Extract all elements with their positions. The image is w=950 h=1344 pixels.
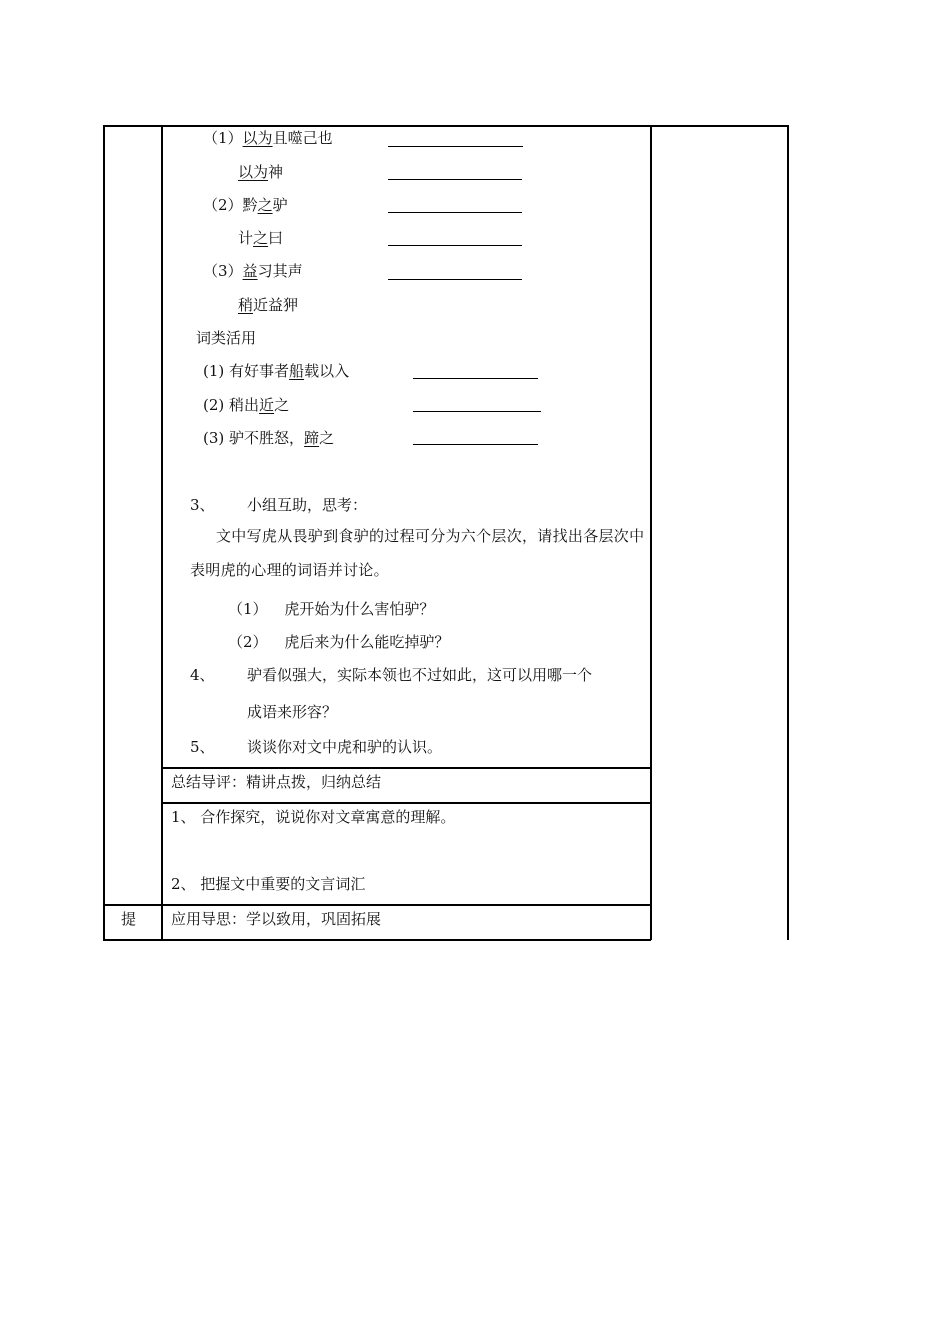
vocab-underlined: 以为 — [238, 163, 269, 181]
summary-row-bottom-border — [161, 802, 651, 804]
table-top-border — [103, 125, 789, 127]
vocab-pre: 计 — [238, 229, 254, 247]
sub-text: 虎开始为什么害怕驴？ — [284, 600, 435, 618]
vocab-item-6 — [238, 295, 298, 315]
word-class-pre: 驴不胜怒， — [229, 429, 305, 447]
word-class-underlined: 船 — [289, 362, 305, 380]
question-4-text-line1: 驴看似强大，实际本领也不过如此，这可以用哪一个 — [247, 666, 593, 684]
word-class-underlined: 蹄 — [304, 429, 320, 447]
word-class-pre: 有好事者 — [229, 362, 290, 380]
question-3-sub-1 — [228, 599, 434, 619]
table-right-border-upper — [787, 125, 789, 768]
vocab-item-4 — [238, 228, 283, 248]
vocab-rest: 近益狎 — [253, 296, 299, 314]
table-col-divider-2 — [650, 125, 652, 940]
sub-text: 虎后来为什么能吃掉驴？ — [284, 633, 450, 651]
vocab-num: （1） — [203, 129, 243, 147]
word-class-item-1 — [203, 361, 349, 381]
answer-blank[interactable] — [413, 411, 541, 412]
vocab-item-3 — [203, 195, 288, 215]
answer-blank[interactable] — [388, 212, 522, 213]
question-5-text: 谈谈你对文中虎和驴的认识。 — [247, 738, 443, 756]
vocab-item-2 — [238, 162, 283, 182]
sub-num: （2） — [228, 633, 268, 651]
table-right-border-lower — [787, 768, 789, 940]
answer-blank[interactable] — [413, 378, 538, 379]
answer-blank[interactable] — [388, 279, 522, 280]
vocab-underlined: 益 — [242, 262, 258, 280]
question-5-number: 5、 — [190, 738, 215, 756]
question-3-number: 3、 — [190, 496, 215, 514]
summary-row-top-border — [161, 767, 651, 769]
word-class-rest: 载以入 — [304, 362, 350, 380]
answer-blank[interactable] — [388, 245, 522, 246]
word-class-item-2 — [203, 395, 289, 415]
word-class-pre: 稍出 — [229, 396, 260, 414]
question-3-sub-2 — [228, 632, 449, 652]
vocab-underlined: 之 — [253, 229, 269, 247]
vocab-underlined: 之 — [257, 196, 273, 214]
application-row-top-border — [103, 904, 651, 906]
answer-blank[interactable] — [388, 179, 522, 180]
word-class-rest: 之 — [319, 429, 335, 447]
question-4-number: 4、 — [190, 666, 215, 684]
word-class-num: (1) — [203, 362, 225, 380]
answer-blank[interactable] — [388, 146, 523, 147]
table-bottom-border — [103, 939, 651, 941]
vocab-num: （3） — [203, 262, 243, 280]
vocab-underlined: 稍 — [238, 296, 254, 314]
table-col-divider-1 — [161, 125, 163, 940]
application-header: 应用导思：学以致用，巩固拓展 — [171, 910, 382, 928]
vocab-pre: 黔 — [242, 196, 258, 214]
vocab-rest: 曰 — [268, 229, 284, 247]
vocab-item-1 — [203, 128, 333, 148]
word-class-num: (2) — [203, 396, 225, 414]
question-3-text: 文中写虎从畏驴到食驴的过程可分为六个层次，请找出各层次中表明虎的心理的词语并讨论。 — [190, 527, 645, 579]
vocab-rest: 神 — [268, 163, 284, 181]
answer-blank[interactable] — [413, 444, 538, 445]
application-left-label: 提 — [121, 910, 137, 928]
table-left-border — [103, 125, 105, 940]
summary-item-1: 1、 合作探究，说说你对文章寓意的理解。 — [171, 808, 456, 826]
vocab-rest: 驴 — [272, 196, 288, 214]
vocab-num: （2） — [203, 196, 243, 214]
word-class-underlined: 近 — [259, 396, 275, 414]
word-class-num: (3) — [203, 429, 225, 447]
vocab-rest: 且噬己也 — [272, 129, 333, 147]
word-class-item-3 — [203, 428, 334, 448]
question-4-text-line2: 成语来形容？ — [247, 703, 338, 721]
sub-num: （1） — [228, 600, 268, 618]
word-class-rest: 之 — [274, 396, 290, 414]
summary-item-2: 2、 把握文中重要的文言词汇 — [171, 875, 366, 893]
question-3-title: 小组互助，思考： — [247, 496, 368, 514]
summary-header: 总结导评：精讲点拨，归纳总结 — [171, 773, 382, 791]
word-class-heading: 词类活用 — [196, 329, 257, 347]
vocab-rest: 习其声 — [257, 262, 303, 280]
vocab-underlined: 以为 — [242, 129, 273, 147]
vocab-item-5 — [203, 261, 303, 281]
